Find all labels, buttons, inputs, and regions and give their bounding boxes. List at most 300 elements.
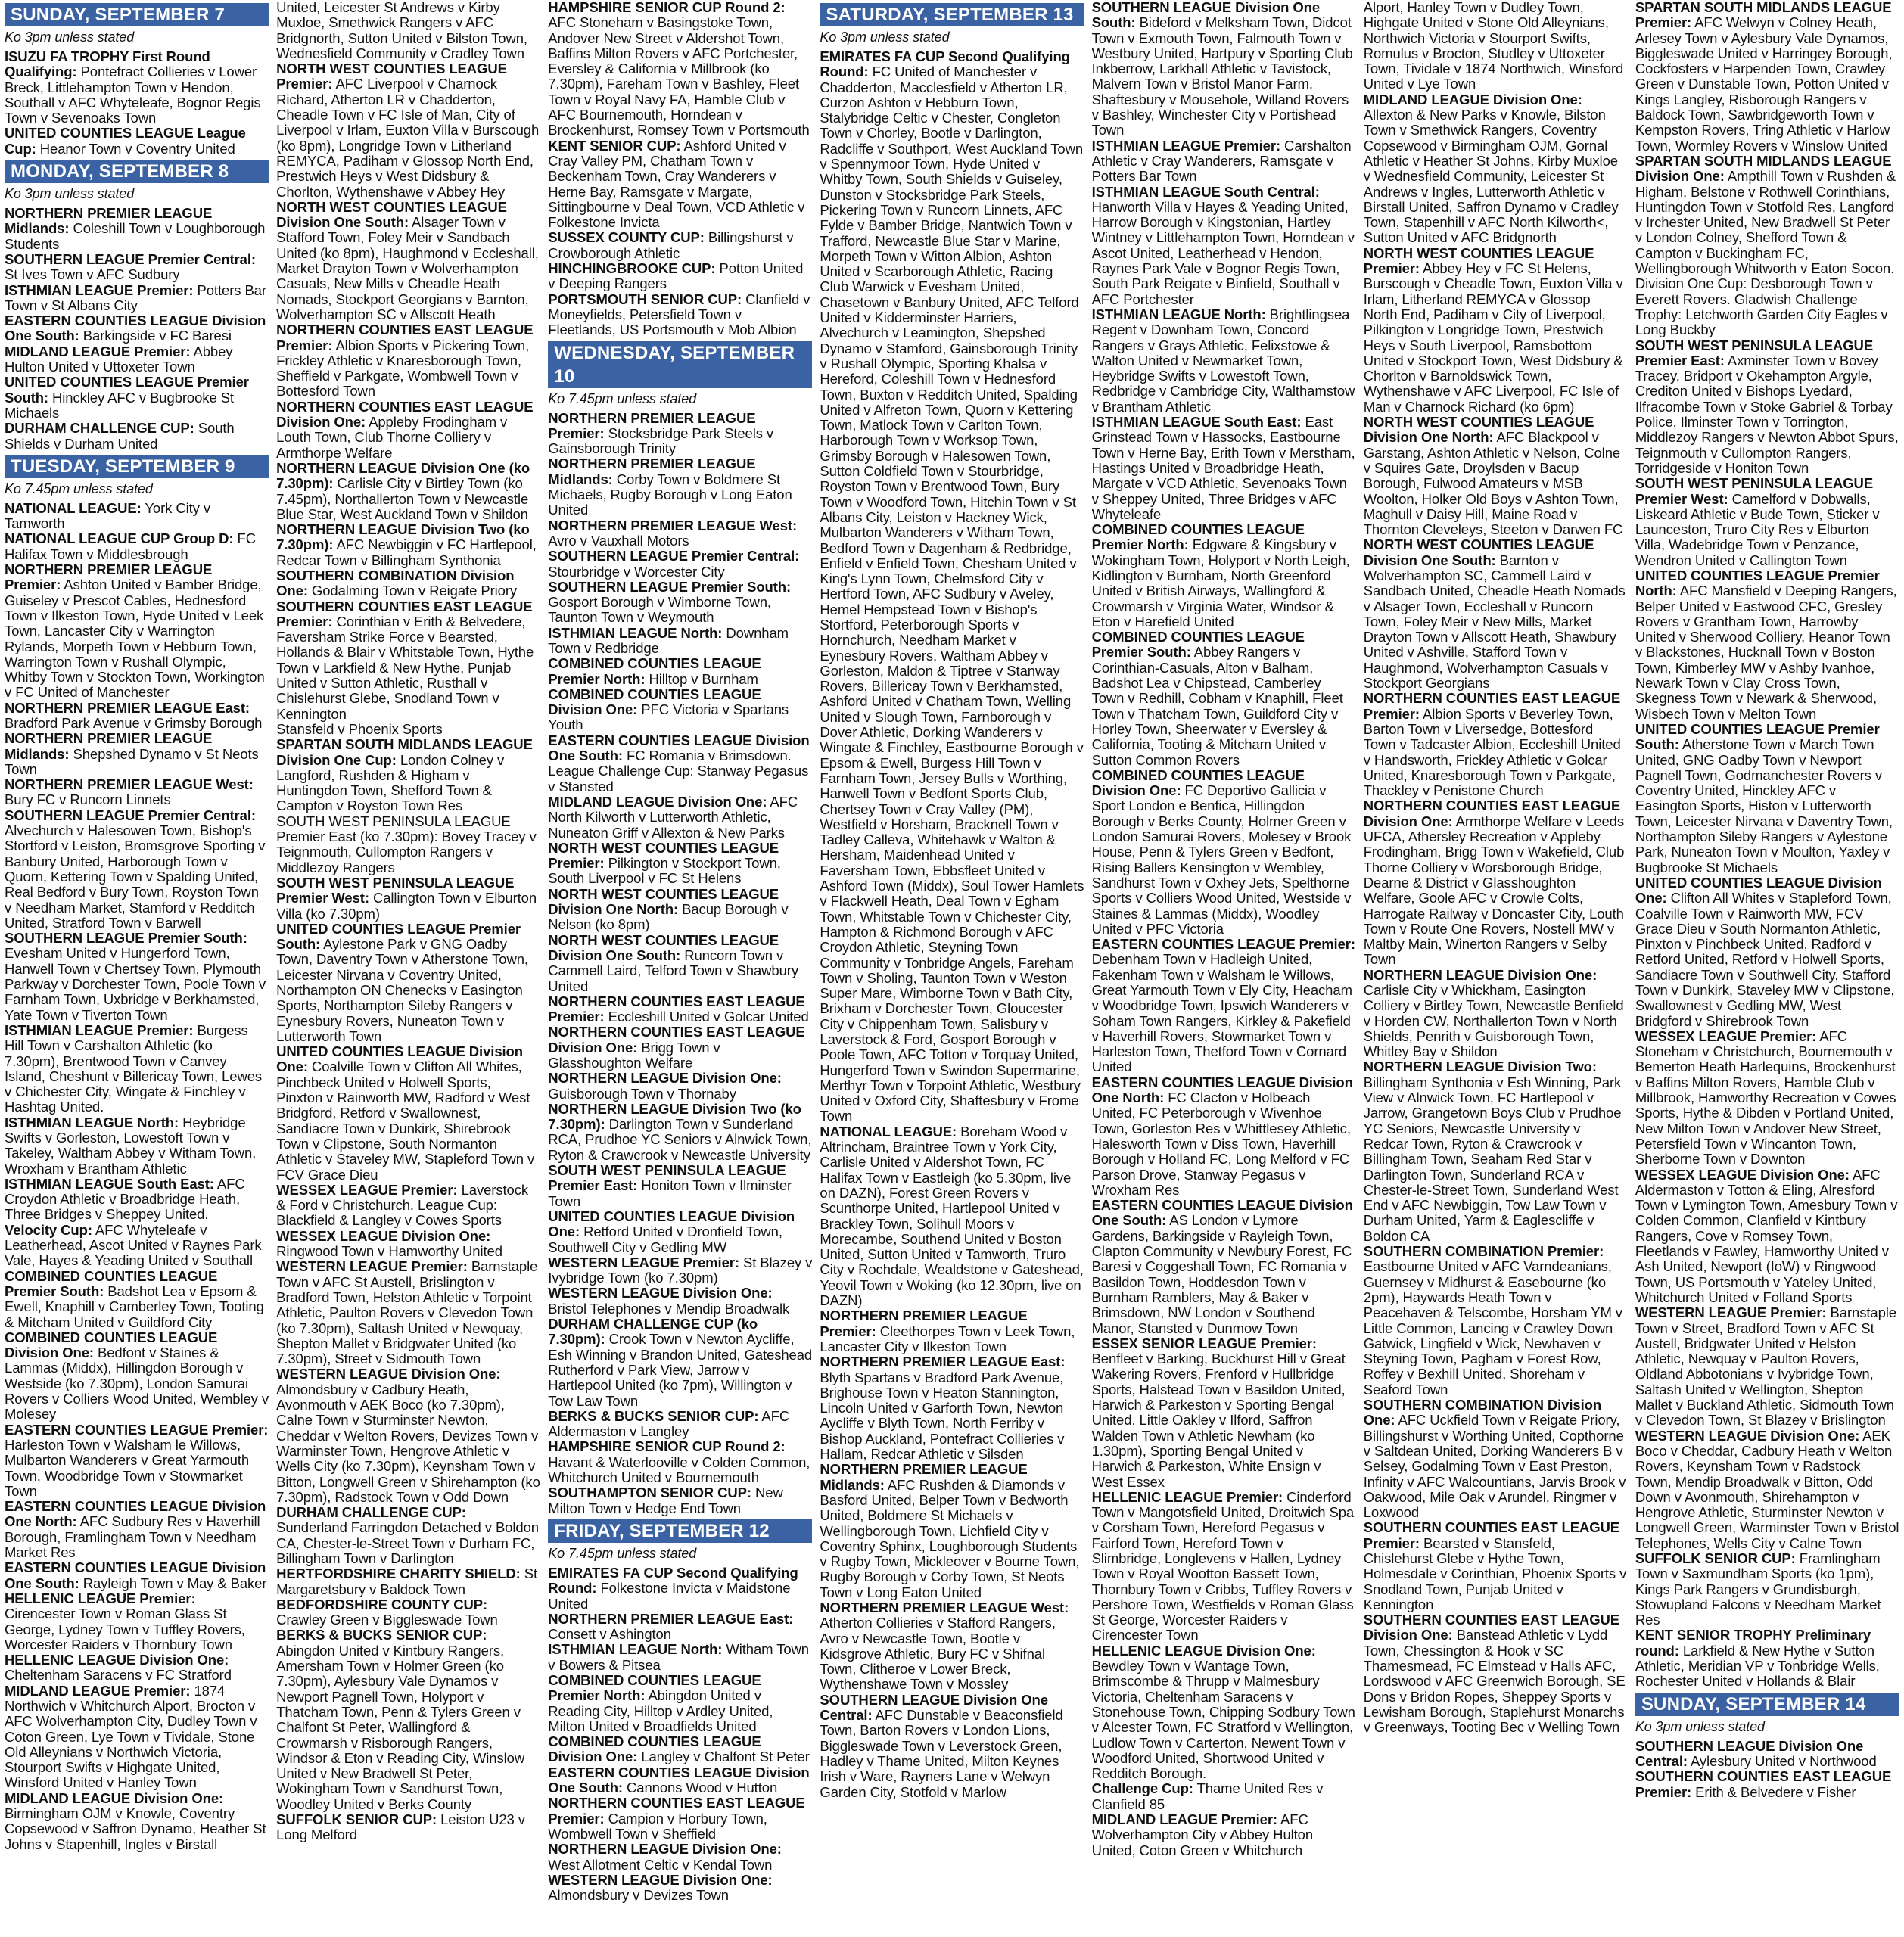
competition-heading: COMBINED COUNTIES LEAGUE Division One: — [548, 1733, 761, 1765]
fixture-entry — [5, 252, 269, 283]
fixture-list: Ashford United v Cray Valley PM, Chatham Town v Beckenham Town, Cray Wanderers v Herne Bay, Ramsgate v Margate, Sittingbourne v Deal Town, VCD Athletic v Folkestone Invicta — [548, 137, 805, 231]
fixture-list: Stansfeld v Phoenix Sports — [276, 720, 443, 737]
fixture-list: London Colney v Langford, Rushden & Higham v Huntingdon Town, Shefford Town & Campton v Royston Town Res — [276, 751, 505, 814]
kickoff-note: Ko 3pm unless stated — [5, 30, 135, 45]
fixture-entry — [1092, 185, 1356, 307]
competition-heading: HELLENIC LEAGUE Premier: — [5, 1590, 196, 1606]
fixture-list: Coleshill Town v Loughborough Students — [5, 220, 266, 252]
fixture-list: FC Clacton v Holbeach United, FC Peterborough v Wivenhoe Town, Gorleston Res v Whittlesey Athletic, Halesworth Town v Diss Town, Haverhill Borough v Holland FC, Long Melford v FC Parson Drove, Stanway Pegasus v Wroxham Res — [1091, 1090, 1351, 1198]
fixture-entry — [276, 1229, 540, 1260]
competition-heading: WESSEX LEAGUE Division One: — [1635, 1166, 1850, 1183]
fixture-entry — [548, 1734, 812, 1765]
competition-heading: DURHAM CHALLENGE CUP: — [276, 1504, 466, 1521]
fixture-entry — [548, 261, 812, 292]
fixture-entry — [5, 731, 269, 777]
fixture-list: AEK Boco v Cheddar, Cadbury Heath v Welton Rovers, Keynsham Town v Radstock Town, Mendip Broadwalk v Bitton, Odd Down v Avonmouth, Shirehampton v Hengrove Athletic, Sturminster Newton v Longwell Green, Warminster Town v Bristol Telephones, Wells City v Calne Town — [1635, 1427, 1899, 1551]
fixture-entry — [1092, 630, 1356, 768]
kickoff-note: Ko 7.45pm unless stated — [5, 480, 153, 496]
fixture-list: Abbey Rangers v Corinthian-Casuals, Alton v Balham, Badshot Lea v Chipstead, Camberley Town v Redhill, Cobham v Knaphill, Fleet Town v Thatcham Town, Guildford City v Horley Town, Sheerwater v Eversley & California, Tooting & Mitcham United v Sutton Common Rovers — [1091, 644, 1343, 768]
fixture-entry — [1635, 1429, 1899, 1551]
fixture-list: Framlingham Town v Saxmundham Sports (ko 1pm), Kings Park Rangers v Grundisburgh, Stowupland Falcons v Needham Market Res — [1635, 1550, 1881, 1628]
fixture-list: Carshalton Athletic v Cray Wanderers, Ramsgate v Potters Bar Town — [1091, 137, 1352, 185]
competition-heading: NORTHERN PREMIER LEAGUE Midlands: — [5, 730, 213, 762]
competition-heading: SOUTHERN COUNTIES EAST LEAGUE Premier: — [1363, 1519, 1620, 1551]
fixture-list: Eccleshill United v Golcar United — [604, 1009, 809, 1025]
fixture-entry — [1364, 968, 1628, 1060]
fixture-list: AFC North Kilworth v Lutterworth Athletic, Nuneaton Griff v Allexton & New Parks — [548, 793, 798, 841]
competition-heading: WESSEX LEAGUE Division One: — [276, 1227, 491, 1244]
fixture-list: Alsager Town v Stafford Town, Foley Meir v Sandbach United (ko 8pm), Haughmond v Eccleshall, Market Drayton Town v Wolverhampton Casuals, New Mills v Cheadle Heath Nomads, Stockport Georgians v Barnton, Wolverhampton SC v Allscott Heath — [276, 214, 539, 322]
competition-heading: NORTHERN COUNTIES EAST LEAGUE Premier: — [548, 1795, 805, 1827]
competition-heading: NORTHERN LEAGUE Division One: — [548, 1841, 782, 1858]
fixture-entry — [548, 0, 812, 138]
fixture-list: Birmingham OJM v Knowle, Coventry Copsewood v Saffron Dynamo, Heather St Johns v Stapenhill, Ingles v Birstall — [5, 1805, 266, 1852]
competition-heading: SOUTH WEST PENINSULA LEAGUE Premier West: — [276, 874, 515, 906]
fixture-list: Almondsbury v Cadbury Heath, Avonmouth v AEK Boco (ko 7.30pm), Calne Town v Sturminster Newton, Cheddar v Welton Rovers, Devizes Town v Warminster Town, Hengrove Athletic v Wells City (ko 7.30pm), Keynsham Town v Bitton, Longwell Green v Shirehampton (ko 7.30pm), Radstock Town v Odd Down — [276, 1381, 540, 1505]
fixture-entry — [5, 421, 269, 452]
fixture-entry — [5, 283, 269, 314]
fixture-entry — [548, 1565, 812, 1612]
fixture-list: Albion Sports v Beverley Town, Barton Town v Liversedge, Bottesford Town v Tadcaster Albion, Eccleshill United v Handsworth, Frickley Athletic v Golcar United, Knaresborough Town v Parkgate, Thackley v Penistone Church — [1363, 705, 1621, 799]
fixture-list: Abbey Hulton United v Uttoxeter Town — [5, 343, 233, 375]
fixture-entry — [5, 1269, 269, 1330]
competition-heading: UNITED COUNTIES LEAGUE Premier South: — [5, 374, 249, 406]
fixtures-column-3 — [548, 0, 812, 1937]
fixture-list: Downham Town v Redbridge — [548, 624, 789, 656]
fixture-entry — [5, 313, 269, 344]
fixture-list: Abingdon United v Reading City, Hilltop v Ardley United, Milton United v Broadfields United — [548, 1687, 773, 1734]
fixture-list: Billingham Synthonia v Esh Winning, Park View v Alnwick Town, FC Hartlepool v Jarrow, Grangetown Boys Club v Prudhoe YC Seniors, Newcastle University v Redcar Town, Ryton & Crawcrook v Billingham Town, Seaham Red Star v Darlington Town, Sunderland RCA v Chester-le-Street Town, Sunderland West End v AFC Newbiggin, Tow Law Town v Durham United, Yarm & Eaglescliffe v Boldon CA — [1363, 1074, 1622, 1244]
competition-heading: WESTERN LEAGUE Division One: — [548, 1871, 773, 1888]
competition-heading: WESTERN LEAGUE Premier: — [276, 1258, 468, 1275]
fixture-list: York City v Tamworth — [5, 499, 210, 532]
competition-heading: WESTERN LEAGUE Division One: — [1635, 1427, 1860, 1444]
fixture-entry — [548, 1317, 812, 1409]
fixture-list: Stourbridge v Worcester City — [548, 563, 725, 580]
fixtures-column-1 — [5, 0, 269, 1937]
fixture-entry — [276, 599, 540, 722]
fixture-list: Leiston U23 v Long Melford — [276, 1811, 525, 1843]
fixture-entry — [548, 887, 812, 933]
fixture-entry — [548, 549, 812, 580]
fixture-list: Atherton Collieries v Stafford Rangers, Avro v Newcastle Town, Bootle v Kidsgrove Athletic, Bury FC v Shifnal Town, Clitheroe v Lower Breck, Wythenshawe Town v Mossley — [820, 1615, 1056, 1693]
competition-heading: NORTHERN COUNTIES EAST LEAGUE Premier: — [276, 322, 534, 353]
fixture-list: Barnton v Wolverhampton SC, Cammell Laird v Sandbach United, Cheadle Heath Nomads v Alsager Town, Eccleshall v Runcorn Town, Foley Meir v New Mills, Market Drayton Town v Allscott Heath, Shawbury United v Ashville, Stafford Town v Haughmond, Wolverhampton Casuals v Stockport Georgians — [1363, 552, 1626, 692]
fixture-list: Potters Bar Town v St Albans City — [5, 281, 266, 313]
fixture-entry — [548, 1796, 812, 1842]
fixture-list: Bewdley Town v Wantage Town, Brimscombe & Thrupp v Malmesbury Victoria, Cheltenham Saracens v Stonehouse Town, Chipping Sodbury Town v Alcester Town, FC Stratford v Wellington, Ludlow Town v Carterton, Newent Town v Woodford United, Shortwood United v Redditch Borough. — [1091, 1658, 1355, 1782]
competition-heading: BERKS & BUCKS SENIOR CUP: — [276, 1627, 487, 1643]
competition-heading: SPARTAN SOUTH MIDLANDS LEAGUE Premier: — [1635, 0, 1892, 31]
fixture-list: AFC Whyteleafe v Leatherhead, Ascot United v Raynes Park Vale, Hayes & Yeading United v Southall — [5, 1221, 262, 1269]
fixture-entry — [1635, 1551, 1899, 1628]
fixture-list: Honiton Town v Ilminster Town — [548, 1177, 792, 1209]
competition-heading: NORTH WEST COUNTIES LEAGUE Premier: — [548, 839, 779, 872]
fixture-entry — [1635, 875, 1899, 1029]
day-header: FRIDAY, SEPTEMBER 12 — [548, 1519, 812, 1543]
competition-heading: SOUTH WEST PENINSULA LEAGUE Premier East: — [548, 1162, 786, 1194]
competition-heading: SOUTHERN LEAGUE Division One South: — [1091, 0, 1321, 31]
fixture-entry — [548, 1612, 812, 1643]
fixture-list: Consett v Ashington — [548, 1626, 671, 1643]
competition-heading: NORTHERN COUNTIES EAST LEAGUE Division One: — [548, 1024, 805, 1056]
competition-heading: UNITED COUNTIES LEAGUE Premier South: — [1635, 720, 1880, 753]
fixture-list: AFC Croydon Athletic v Broadbridge Heath, Three Bridges v Sheppey United. — [5, 1175, 245, 1223]
competition-heading: COMBINED COUNTIES LEAGUE Division One: — [5, 1329, 218, 1361]
fixture-entry — [1092, 1643, 1356, 1782]
competition-heading: MIDLAND LEAGUE Premier: — [1091, 1811, 1277, 1828]
fixture-entry — [548, 1485, 812, 1516]
competition-heading: NORTHERN PREMIER LEAGUE East: — [5, 699, 250, 716]
fixture-entry — [820, 49, 1084, 1124]
competition-heading: ISTHMIAN LEAGUE North: — [548, 1641, 723, 1658]
competition-heading: ISTHMIAN LEAGUE Premier: — [5, 1021, 194, 1038]
competition-heading: ISTHMIAN LEAGUE South Central: — [1091, 183, 1320, 200]
fixture-list: Aylesbury United v Northwood — [1687, 1752, 1877, 1769]
fixture-entry — [5, 344, 269, 375]
fixture-list: Banstead Athletic v Lydd Town, Chessington & Hook v SC Thamesmead, FC Elmstead v Halls AFC, Lordswood v AFC Greenwich Borough, SE Dons v Bridon Ropes, Sheppey Sports v Lewisham Borough, Staplehurst Monarchs v Greenways, Tooting Bec v Welling Town — [1363, 1627, 1626, 1736]
fixture-entry — [276, 922, 540, 1044]
fixture-entry — [5, 701, 269, 732]
fixture-entry — [276, 722, 540, 737]
competition-heading: NORTHERN LEAGUE Division Two (ko 7.30pm): — [276, 521, 530, 553]
fixture-entry — [1635, 568, 1899, 722]
competition-heading: UNITED COUNTIES LEAGUE Premier South: — [276, 920, 521, 953]
fixture-entry — [5, 562, 269, 701]
competition-heading: NORTHERN LEAGUE Division Two (ko 7.30pm): — [548, 1100, 801, 1133]
fixture-entry — [820, 1124, 1084, 1309]
competition-heading: BERKS & BUCKS SENIOR CUP: — [548, 1407, 759, 1424]
fixture-list: New Milton Town v Hedge End Town — [548, 1485, 783, 1516]
fixture-list: Coalville Town v Clifton All Whites, Pinchbeck United v Holwell Sports, Pinxton v Rainworth MW, Radford v West Bridgford, Retford v Swallownest, Sandiacre Town v Dunkirk, Shirebrook Town v Clipstone, South Normanton Athletic v Staveley MW, Stapleford Town v FCV Grace Dieu — [276, 1059, 535, 1183]
competition-heading: NORTHERN PREMIER LEAGUE West: — [5, 776, 254, 793]
fixture-entry — [1635, 0, 1899, 154]
fixture-list: Axminster Town v Bovey Tracey, Bridport v Okehampton Argyle, Crediton United v Bishops Lyedard, Ilfracombe Town v Stoke Gabriel & Torbay Police, Ilminster Town v Torrington, Middlezoy Rangers v Newton Abbot Spurs, Teignmouth v Cullompton Rangers, Torridgeside v Honiton Town — [1635, 352, 1899, 476]
competition-heading: ISTHMIAN LEAGUE Premier: — [1091, 137, 1281, 154]
kickoff-note: Ko 7.45pm unless stated — [548, 390, 697, 406]
competition-heading: NATIONAL LEAGUE: — [820, 1123, 957, 1140]
fixture-list: Potton United v Deeping Rangers — [548, 260, 804, 292]
fixture-entry — [1635, 154, 1899, 338]
fixture-list: Evesham United v Hungerford Town, Hanwell Town v Chertsey Town, Plymouth Parkway v Dorchester Town, Poole Town v Farnham Town, Uxbridge v Berkhamsted, Yate Town v Tiverton Town — [5, 945, 266, 1023]
fixture-entry — [276, 875, 540, 922]
fixture-list: Clifton All Whites v Stapleford Town, Coalville Town v Rainworth MW, FCV Grace Dieu v South Normanton Athletic, Pinxton v Pinchbeck United, Radford v Retford United, Retford v Holwell Sports, Sandiacre Town v Southwell City, Stafford Town v Dunkirk, Staveley MW v Clipstone, Swallownest v Gedling MW, West Bridgford v Shirebrook Town — [1635, 890, 1895, 1029]
fixture-list: Albion Sports v Pickering Town, Frickley Athletic v Knaresborough Town, Sheffield v Parkgate, Wombwell Town v Bottesford Town — [276, 337, 530, 400]
competition-heading: NORTHERN LEAGUE Division One: — [548, 1070, 782, 1087]
fixture-entry — [5, 375, 269, 421]
competition-heading: HERTFORDSHIRE CHARITY SHIELD: — [276, 1565, 521, 1582]
fixture-entry — [1635, 722, 1899, 875]
fixture-entry — [820, 1600, 1084, 1693]
fixture-list: Alport, Hanley Town v Dudley Town, Highgate United v Stone Old Alleynians, Northwich Victoria v Stourport Swifts, Romulus v Brocton, Studley v Uttoxeter Town, Tividale v 1874 Northwich, Winsford United v Lye Town — [1363, 0, 1624, 92]
fixture-list: Hilltop v Burnham — [645, 670, 758, 687]
fixture-entry — [1364, 0, 1628, 92]
competition-heading: ISUZU FA TROPHY First Round Qualifying: — [5, 48, 210, 80]
fixture-list: United, Leicester St Andrews v Kirby Muxloe, Smethwick Rangers v AFC Bridgnorth, Sutton United v Bilston Town, Wednesfield Community v Cradley Town — [276, 0, 527, 61]
competition-heading: MIDLAND LEAGUE Division One: — [5, 1789, 224, 1806]
fixtures-column-2 — [276, 0, 540, 1937]
fixture-entry — [548, 1439, 812, 1485]
fixture-entry — [5, 501, 269, 532]
fixture-list: AFC Aldermaston v Langley — [548, 1407, 790, 1440]
competition-heading: EASTERN COUNTIES LEAGUE Division One South: — [548, 732, 810, 764]
fixture-entry — [276, 1366, 540, 1505]
competition-heading: EASTERN COUNTIES LEAGUE Division One North: — [1091, 1074, 1353, 1106]
fixture-entry — [548, 1024, 812, 1071]
fixture-list: Guisborough Town v Thornaby — [548, 1085, 736, 1102]
competition-heading: MIDLAND LEAGUE Premier: — [5, 1682, 191, 1699]
fixture-entry — [1635, 1167, 1899, 1306]
competition-heading: NORTHERN PREMIER LEAGUE Premier: — [548, 409, 756, 441]
competition-heading: SOUTH WEST PENINSULA LEAGUE Premier East: — [1635, 337, 1874, 368]
fixture-list: Armthorpe Welfare v Leeds UFCA, Athersley Recreation v Appleby Frodingham, Brigg Town v Wakefield, Club Thorne Colliery v Worsborough Bridge, Dearne & District v Glasshoughton Welfare, Goole AFC v Crowle Colts, Harrogate Railway v Doncaster City, Louth Town v Route One Rovers, Nostell MW v Maltby Main, Winerton Rangers v Selby Town — [1363, 813, 1625, 968]
competition-heading: SOUTHERN COMBINATION Division One: — [1363, 1397, 1602, 1429]
fixture-list: St Blazey v Ivybridge Town (ko 7.30pm) — [548, 1254, 813, 1286]
fixture-entry — [1635, 1305, 1899, 1428]
competition-heading: EMIRATES FA CUP Second Qualifying Round: — [548, 1564, 798, 1597]
competition-heading: ISTHMIAN LEAGUE South East: — [1091, 414, 1302, 431]
competition-heading: NORTHERN COUNTIES EAST LEAGUE Premier: — [548, 993, 805, 1025]
competition-heading: UNITED COUNTIES LEAGUE League Cup: — [5, 125, 246, 157]
competition-heading: NATIONAL LEAGUE CUP Group D: — [5, 530, 234, 547]
fixture-list: Rayleigh Town v May & Baker — [79, 1575, 267, 1591]
fixture-entry — [5, 777, 269, 808]
fixture-list: Cleethorpes Town v Leek Town, Lancaster City v Ilkeston Town — [820, 1323, 1075, 1354]
competition-heading: NORTHERN PREMIER LEAGUE West: — [548, 517, 798, 533]
fixture-list: Corinthian v Erith & Belvedere, Faversham Strike Force v Bearsted, Hollands & Blair v Whitstable Town, Hythe Town v Larkfield & New Hythe, Punjab United v Sutton Athletic, Rusthall v Chislehurst Glebe, Snodland Town v Kennington — [276, 613, 534, 722]
competition-heading: NORTH WEST COUNTIES LEAGUE Division One South: — [1363, 536, 1594, 568]
fixture-entry — [276, 737, 540, 813]
fixture-list: Bradford Park Avenue v Grimsby Borough — [5, 714, 263, 731]
fixture-entry — [820, 1308, 1084, 1354]
competition-heading: SOUTH WEST PENINSULA LEAGUE Premier West: — [1635, 475, 1874, 507]
fixture-list: FC Deportivo Gallicia v Sport London e Benfica, Hillingdon Borough v Berks County, Holmer Green v London Samurai Rovers, Molesey v Brook House, Penn & Tylers Green v Bedfont, Rising Ballers Kensington v Wembley, Sandhurst Town v Oxhey Jets, Spelthorne Sports v Colliers Wood United, Westside v Staines & Lammas (Middx), Woodley United v PFC Victoria — [1091, 782, 1352, 937]
fixture-list: Crook Town v Newton Aycliffe, Esh Winning v Brandon United, Gateshead Rutherford v Park View, Jarrow v Hartlepool United (ko 7pm), Willington v Tow Law Town — [548, 1331, 813, 1409]
fixture-list: Thame United Res v Clanfield 85 — [1091, 1780, 1324, 1812]
competition-heading: SOUTHERN COMBINATION Division One: — [276, 567, 515, 599]
fixture-list: Edgware & Kingsbury v Wokingham Town, Holyport v North Leigh, Kidlington v Burnham, North Greenford United v British Airways, Wallingford & Crowmarsh v Virginia Water, Windsor & Eton v Harefield United — [1091, 536, 1350, 630]
competition-heading: ISTHMIAN LEAGUE North: — [5, 1114, 179, 1130]
competition-heading: NATIONAL LEAGUE: — [5, 499, 142, 516]
fixture-entry — [548, 1071, 812, 1102]
fixture-entry — [1635, 1029, 1899, 1167]
fixture-list: AFC Aldermaston v Totton & Eling, Alresford Town v Lymington Town, Amesbury Town v Colden Common, Clanfield v Kintbury Rangers, Cove v Romsey Town, Fleetlands v Fawley, Hamworthy United v Ash United, Newport (IoW) v Ringwood Town, US Portsmouth v Yateley United, Whitchurch United v Folland Sports — [1635, 1166, 1898, 1305]
fixture-entry — [1364, 92, 1628, 246]
fixture-list: Godalming Town v Reigate Priory — [307, 583, 518, 599]
competition-heading: WESSEX LEAGUE Premier: — [276, 1181, 458, 1198]
fixture-list: Ampthill Town v Rushden & Higham, Belstone v Rothwell Corinthians, Huntingdon Town v Stotfold Res, Langford v Irchester United, New Bradwell St Peter v London Colney, Shefford Town & Campton v Buckingham FC, Wellingborough Whitworth v Eaton Socon. Division One Cup: Desborough Town v Everett Rovers. Gladwish Challenge Trophy: Letchworth Garden City Eagles v Long Buckby — [1635, 168, 1896, 338]
fixture-entry — [5, 1591, 269, 1653]
competition-heading: EASTERN COUNTIES LEAGUE Division One South: — [5, 1559, 266, 1591]
fixture-entry — [1092, 138, 1356, 185]
day-header: SUNDAY, SEPTEMBER 14 — [1635, 1693, 1899, 1716]
fixture-list: South Shields v Durham United — [5, 420, 235, 452]
competition-heading: Challenge Cup: — [1091, 1780, 1193, 1797]
fixture-entry — [548, 1409, 812, 1440]
fixture-list: Brigg Town v Glasshoughton Welfare — [548, 1039, 720, 1071]
fixture-list: Barkingside v FC Baresi — [79, 328, 232, 344]
fixture-entry — [1092, 1490, 1356, 1643]
fixture-list: Larkfield & New Hythe v Sutton Athletic, Meridian VP v Tonbridge Wells, Rochester United v Hollands & Blair — [1635, 1642, 1880, 1690]
fixture-list: AFC Newbiggin v FC Hartlepool, Redcar Town v Billingham Synthonia — [276, 536, 537, 568]
fixture-entry — [276, 200, 540, 322]
competition-heading: NORTHERN PREMIER LEAGUE Midlands: — [820, 1461, 1028, 1493]
fixture-entry — [548, 1209, 812, 1255]
fixture-list: Folkestone Invicta v Maidstone United — [548, 1580, 791, 1612]
fixture-list: Pilkington v Stockport Town, South Liverpool v FC St Helens — [548, 855, 781, 887]
competition-heading: SOUTHERN LEAGUE Division One Central: — [1635, 1737, 1864, 1769]
fixtures-column-7 — [1635, 0, 1899, 1937]
fixture-list: Carlisle City v Whickham, Easington Colliery v Birtley Town, Newcastle Benfield v Horden CW, Northallerton Town v North Shields, Penrith v Guisborough Town, Whitley Bay v Shildon — [1363, 982, 1624, 1060]
fixture-list: Stocksbridge Park Steels v Gainsborough Trinity — [548, 424, 774, 457]
fixture-entry — [1092, 768, 1356, 937]
competition-heading: SOUTHERN COUNTIES EAST LEAGUE Premier: — [1635, 1768, 1892, 1800]
fixture-entry — [820, 1462, 1084, 1600]
fixture-entry — [548, 733, 812, 794]
fixture-entry — [5, 1653, 269, 1684]
fixture-entry — [5, 808, 269, 931]
fixture-list: Cannons Wood v Hutton — [622, 1780, 778, 1796]
fixture-list: Carlisle City v Birtley Town (ko 7.45pm), Northallerton Town v Newcastle Blue Star, West Auckland Town v Shildon — [276, 475, 529, 522]
fixture-entry — [548, 687, 812, 733]
fixture-list: AFC Uckfield Town v Reigate Priory, Billingshurst v Worthing United, Copthorne v Saltdean United, Dorking Wanderers B v Selsey, Godalming Town v East Preston, Infinity v AFC Walcountians, Jarvis Brook v Oakwood, Mile Oak v Arundel, Ringmer v Loxwood — [1363, 1412, 1626, 1521]
fixture-entry — [276, 568, 540, 599]
competition-heading: COMBINED COUNTIES LEAGUE Division One: — [1091, 766, 1305, 799]
competition-heading: SOUTHERN LEAGUE Premier Central: — [5, 807, 256, 823]
fixture-list: AFC Liverpool v Charnock Richard, Atherton LR v Chadderton, Cheadle Town v FC Isle of Man, City of Liverpool v Irlam, Euxton Villa v Burscough (ko 8pm), Longridge Town v Litherland REMYCA, Padiham v Glossop North End, Prestwich Heys v West Didsbury & Chorlton, Wythenshawe v Abbey Hey — [276, 76, 540, 200]
competition-heading: MIDLAND LEAGUE Division One: — [548, 793, 767, 810]
competition-heading: EASTERN COUNTIES LEAGUE Division One North: — [5, 1498, 266, 1530]
competition-heading: NORTH WEST COUNTIES LEAGUE Division One South: — [276, 198, 507, 231]
fixture-entry — [1364, 1059, 1628, 1244]
fixture-entry — [5, 206, 269, 252]
competition-heading: SOUTHAMPTON SENIOR CUP: — [548, 1485, 751, 1501]
competition-heading: SPARTAN SOUTH MIDLANDS LEAGUE Division One: — [1635, 152, 1892, 185]
fixture-list: Almondsbury v Devizes Town — [548, 1887, 729, 1904]
day-header: SATURDAY, SEPTEMBER 13 — [820, 3, 1084, 26]
competition-heading: SOUTHERN LEAGUE Premier South: — [5, 930, 247, 947]
fixture-list: Laverstock & Ford v Christchurch. League Cup: Blackfield & Langley v Cowes Sports — [276, 1181, 529, 1229]
fixture-list: AFC Wolverhampton City v Abbey Hulton United, Coton Green v Whitchurch — [1091, 1811, 1314, 1858]
fixture-list: Callington Town v Elburton Villa (ko 7.30pm) — [276, 890, 537, 922]
competition-heading: NORTHERN LEAGUE Division One (ko 7.30pm): — [276, 459, 530, 492]
fixture-list: Pontefract Collieries v Lower Breck, Littlehampton Town v Hendon, Southall v AFC Whyteleafe, Bognor Regis Town v Sevenoaks Town — [5, 64, 261, 126]
fixture-entry — [276, 1812, 540, 1843]
fixture-list: Harleston Town v Walsham le Willows, Mulbarton Wanderers v Great Yarmouth Town, Woodbridge Town v Stowmarket Town — [5, 1436, 250, 1499]
competition-heading: EASTERN COUNTIES LEAGUE Division One South: — [548, 1764, 810, 1796]
fixture-list: Burgess Hill Town v Carshalton Athletic (ko 7.30pm), Brentwood Town v Canvey Island, Cheshunt v Billericay Town, Lewes v Chichester City, Wingate & Finchley v Hashtag United. — [5, 1021, 263, 1115]
fixture-list: Corby Town v Boldmere St Michaels, Rugby Borough v Long Eaton United — [548, 471, 792, 518]
competition-heading: ISTHMIAN LEAGUE South East: — [5, 1175, 214, 1192]
fixture-list: AFC Mansfield v Deeping Rangers, Belper United v Eastwood CFC, Gresley Rovers v Grantham Town, Harrowby United v Sherwood Colliery, Heanor Town v Blackstones, Hucknall Town v Boston Town, Kimberley MW v Ashby Ivanhoe, Newark Town v Clay Cross Town, Skegness Town v Newark & Sherwood, Wisbech Town v Melton Town — [1635, 583, 1897, 722]
fixture-list: FC Halifax Town v Middlesbrough — [5, 530, 256, 562]
fixture-list: Atherstone Town v March Town United, GNG Oadby Town v Newport Pagnell Town, Godmanchester Rovers v Coventry United, Hinckley AFC v Easington Sports, Histon v Lutterworth Town, Leicester Nirvana v Daventry Town, Northampton Sileby Rangers v Aylestone Park, Nuneaton Town v Moulton, Yaxley v Bugbrooke St Michaels — [1635, 736, 1893, 875]
competition-heading: NORTHERN LEAGUE Division One: — [1363, 966, 1598, 983]
fixture-entry — [1092, 1075, 1356, 1198]
fixture-entry — [548, 138, 812, 231]
fixture-list: Crawley Green v Biggleswade Town — [276, 1612, 498, 1628]
fixture-list: Heybridge Swifts v Gorleston, Lowestoft Town v Takeley, Waltham Abbey v Witham Town, Wroxham v Brantham Athletic — [5, 1114, 257, 1177]
fixture-entry — [5, 126, 269, 157]
day-header: MONDAY, SEPTEMBER 8 — [5, 160, 269, 183]
fixture-entry — [276, 1259, 540, 1366]
kickoff-note: Ko 7.45pm unless stated — [548, 1545, 697, 1561]
fixture-entry — [1092, 1336, 1356, 1490]
fixture-list: Cirencester Town v Roman Glass St George, Lydney Town v Tuffley Rovers, Worcester Raiders v Thornbury Town — [5, 1606, 245, 1653]
competition-heading: EASTERN COUNTIES LEAGUE Premier: — [5, 1421, 269, 1438]
competition-heading: EASTERN COUNTIES LEAGUE Division One South: — [1091, 1197, 1353, 1229]
fixture-entry — [1635, 1739, 1899, 1770]
fixture-list: Runcorn Town v Cammell Laird, Telford Town v Shawbury United — [548, 947, 798, 994]
fixture-entry — [1092, 1781, 1356, 1812]
competition-heading: COMBINED COUNTIES LEAGUE Division One: — [548, 686, 761, 718]
fixture-list: AFC Stoneham v Christchurch, Bournemouth v Bemerton Heath Harlequins, Brockenhurst v Baffins Milton Rovers, Hamble Club v Millbrook, Hamworthy Recreation v Cowes Sports, Hythe & Dibden v Portland United, New Milton Town v Andover New Street, Petersfield Town v Wincanton Town, Sherborne Town v Downton — [1635, 1028, 1896, 1167]
competition-heading: WESTERN LEAGUE Division One: — [276, 1366, 501, 1382]
competition-heading: COMBINED COUNTIES LEAGUE Premier North: — [1091, 521, 1305, 553]
competition-heading: DURHAM CHALLENGE CUP: — [5, 420, 194, 437]
fixture-entry — [5, 1023, 269, 1115]
fixture-entry — [1364, 1244, 1628, 1398]
day-header: WEDNESDAY, SEPTEMBER 10 — [548, 341, 812, 388]
fixture-entry — [276, 1597, 540, 1628]
fixture-list: Bury FC v Runcorn Linnets — [5, 791, 171, 808]
competition-heading: HAMPSHIRE SENIOR CUP Round 2: — [548, 1438, 786, 1455]
fixture-list: Abingdon United v Kintbury Rangers, Amersham Town v Holmer Green (ko 7.30pm), Aylesbury Vale Dynamos v Newport Pagnell Town, Holyport v Thatcham Town, Penn & Tylers Green v Chalfont St Peter, Wallingford & Crowmarsh v Risborough Rangers, Windsor & Eton v Reading City, Winslow United v New Bradwell St Peter, Wokingham Town v Sandhurst Town, Woodley United v Berks County — [276, 1642, 525, 1812]
fixture-list: West Allotment Celtic v Kendal Town — [548, 1856, 773, 1873]
kickoff-note: Ko 3pm unless stated — [5, 186, 135, 202]
competition-heading: UNITED COUNTIES LEAGUE Division One: — [1635, 874, 1882, 906]
competition-heading: NORTH WEST COUNTIES LEAGUE Division One North: — [1363, 414, 1594, 446]
competition-heading: HELLENIC LEAGUE Division One: — [1091, 1642, 1316, 1659]
competition-heading: HAMPSHIRE SENIOR CUP Round 2: — [548, 0, 786, 15]
fixture-entry — [276, 1044, 540, 1183]
fixture-list: Brightlingsea Regent v Downham Town, Concord Rangers v Grays Athletic, Felixstowe & Walton United v Newmarket Town, Heybridge Swifts v Lowestoft Town, Redbridge v Cambridge City, Walthamstow v Brantham Athletic — [1091, 306, 1355, 415]
fixture-list: Heanor Town v Coventry United — [36, 140, 235, 157]
fixture-list: 1874 Northwich v Whitchurch Alport, Brocton v AFC Wolverhampton City, Dudley Town v Coton Green, Lye Town v Tividale, Stone Old Alleynians v Northwich Victoria, Stourport Swifts v Highgate United, Winsford United v Hanley Town — [5, 1682, 257, 1791]
fixture-list: AFC Dunstable v Beaconsfield Town, Barton Rovers v London Lions, Biggleswade Town v Leverstock Green, Hadley v Thame United, Milton Keynes Irish v Ware, Rayners Lane v Welwyn Garden City, Stotfold v Marlow — [820, 1707, 1063, 1800]
fixture-entry — [276, 1183, 540, 1229]
fixture-entry — [1364, 798, 1628, 967]
fixture-entry — [1092, 522, 1356, 630]
fixture-entry — [548, 933, 812, 994]
kickoff-note: Ko 3pm unless stated — [1635, 1718, 1765, 1734]
competition-heading: NORTHERN PREMIER LEAGUE Midlands: — [5, 205, 213, 237]
fixtures-column-6 — [1364, 0, 1628, 1937]
competition-heading: SOUTHERN LEAGUE Premier Central: — [5, 250, 256, 267]
fixtures-column-5 — [1092, 0, 1356, 1937]
day-header: TUESDAY, SEPTEMBER 9 — [5, 455, 269, 478]
competition-heading: NORTHERN PREMIER LEAGUE West: — [820, 1599, 1069, 1615]
competition-heading: SOUTHERN LEAGUE Premier Central: — [548, 548, 800, 564]
fixture-entry — [548, 580, 812, 626]
fixture-list: Barnstaple Town v Street, Bradford Town v AFC St Austell, Bridgwater United v Helston Athletic, Newquay v Paulton Rovers, Oldland Abbotonians v Ivybridge Town, Saltash United v Wellington, Shepton Mallet v Buckland Athletic, Sidmouth Town v Clevedon Town, St Blazey v Brislington — [1635, 1304, 1896, 1429]
fixture-entry — [5, 49, 269, 126]
competition-heading: BEDFORDSHIRE COUNTY CUP: — [276, 1596, 488, 1612]
competition-heading: SUFFOLK SENIOR CUP: — [276, 1811, 437, 1828]
fixture-entry — [548, 626, 812, 657]
fixture-entry — [276, 522, 540, 568]
fixture-list: Clanfield v Moneyfields, Petersfield Town v Fleetlands, US Portsmouth v Mob Albion — [548, 291, 810, 338]
competition-heading: NORTHERN LEAGUE Division Two: — [1363, 1059, 1597, 1075]
fixture-list: Ringwood Town v Hamworthy United — [276, 1243, 502, 1260]
fixture-entry — [548, 1842, 812, 1873]
fixture-entry — [548, 794, 812, 841]
fixture-entry — [548, 1286, 812, 1317]
fixture-list: Hanworth Villa v Hayes & Yeading United, Harrow Borough v Kingstonian, Hartley Wintney v Littlehampton Town, Horndean v Ascot United, Leatherhead v Hendon, Raynes Park Vale v Bognor Regis Town, South Park Reigate v Binfield, Southall v AFC Portchester — [1091, 198, 1355, 307]
fixture-entry — [276, 322, 540, 399]
fixture-list: Darlington Town v Sunderland RCA, Prudhoe YC Seniors v Alnwick Town, Ryton & Crawcrook v Newcastle University — [548, 1116, 812, 1163]
fixture-entry — [548, 1873, 812, 1904]
